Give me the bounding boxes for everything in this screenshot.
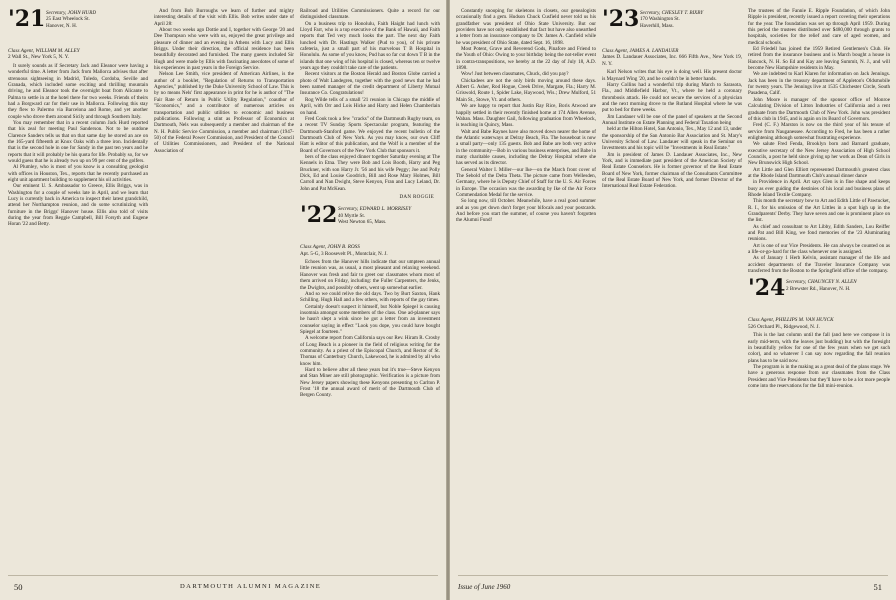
class-1922-agent bbox=[300, 244, 440, 257]
paragraph: Al Plumley, who is most of you know is a consulting geologist with offices in Houston, Tex., reports that he recently purchased an eight unit apartment building to supplement his oil activities. bbox=[8, 164, 148, 183]
paragraph: It surely sounds as if Secretary Jack and Eleanor were having a wonderful time. A letter from Jack from Mallorca advises that after strenuous sightseeing in Madrid, Toledo, Cordoba, Seville and Granada, which included some exciting and thrilling mountain driving, he and Eleanor took the overnight boat from Alicante to Palma to settle in at the hotel there for two weeks. Friends of theirs had a Borgward car for their use in Mallorca. Following this stay they flew to Palermo via Barcelona and Rome, and yet another couple who drove them around Sicily and through Southern Italy. bbox=[8, 62, 148, 120]
class-1921-address-1: 25 East Wheelock St. bbox=[46, 16, 90, 23]
paragraph: Karl Nelson writes that his eye is doing well. His present doctor is Maynard Wing '20, and he couldn't be in better hands. bbox=[602, 69, 742, 82]
right-footer bbox=[450, 580, 896, 594]
paragraph: Recent visitors at the Boston Herald and Boston Globe carried a photo of Walt Landegren, together with the good news that he had been named manager of the credit department of Liberty Mutual Insurance Co. Congratulations! bbox=[300, 71, 440, 97]
issue-date: Issue of June 1960 bbox=[458, 583, 511, 591]
paragraph: And so we could relive the old days. Two by Burt Saxton, Hank Schilling. Hugh Hall and a few others, with reports of the gay times. bbox=[300, 290, 440, 304]
paragraph: Our eminent U. S. Ambassador to Greece, Ellis Briggs, was in Washington for a couple of weeks late in April, and we learn that Lucy is currently back in America to inspect their latest grandchild, attend her Northampton reunion, and do some scrutinizing with furniture in the Briggs' Hanover house. Ellis also told of visits during the year from Reggie Campbell, Bill Forsyth and Eugene Horan '22 and Betty. bbox=[8, 183, 148, 228]
footer-rule bbox=[458, 575, 888, 576]
left-footer bbox=[0, 580, 446, 594]
magazine-title: DARTMOUTH ALUMNI MAGAZINE bbox=[180, 583, 322, 590]
paragraph: This is the last column until the fall (and here we compose it in early mid-term, with the leaves just budding) but with the foresight in beautifully yellow for one of the few years when we get such color), and so whatever I can say now regarding the fall reunion plans has to be said now. bbox=[748, 332, 890, 364]
right-page bbox=[450, 0, 896, 600]
class-1923-address-2: Haverhill, Mass. bbox=[640, 22, 674, 29]
page-number-right: 51 bbox=[873, 582, 882, 592]
class-1924-header bbox=[748, 277, 890, 313]
paragraph: Jim is president of James D. Landauer Associates, Inc., New York, and is immediate past president of the American Society of Real Estate Counselors. He is former governor of the Real Estate Board of New York, former chairman of the Consultants Committee of the Real Estate Board of New York, and former Director of the International Real Estate Federation. bbox=[602, 151, 742, 190]
signature: DAN ROGGIE bbox=[399, 193, 434, 200]
class-1921-secretary: Secretary, JOHN HURD bbox=[46, 10, 97, 16]
footer-rule bbox=[8, 575, 438, 576]
class-1924-agent-address: 526 Orchard Pl., Ridgewood, N. J. bbox=[748, 323, 820, 330]
left-page bbox=[0, 0, 446, 600]
class-year-1923: '23 bbox=[602, 8, 640, 32]
class-1922-info bbox=[338, 206, 440, 225]
class-1921-header bbox=[8, 8, 148, 44]
paragraph: The program is in the making as a great deal of the plans stage. We have a generous response from our classmates from the Class President and Vice Presidents but they'll have to be a lot more people come into the reservations for the fall mini-reunion. bbox=[748, 363, 890, 389]
paragraph: Rog Wilde tells of a small '21 reunion in Chicago the middle of April, with Orr and Lois Hicke and Harry and Helen Chamberlain on hand. bbox=[300, 96, 440, 116]
paragraph: And from Bob Burroughs we learn of further and mighty interesting details of the visit with Ellis. Bob writes under date of April 28: bbox=[154, 8, 294, 27]
paragraph: Wow! Just between classmates, Chuck, did you pay? bbox=[461, 71, 569, 78]
paragraph: Constantly snooping for skeletons in closets, our genealogists occasionally find a gem. Hudson Chuck Cusfield never told us his grandfather was president of Ohio State University. But our providers have not only established that fact but have also unearthed a letter from an insurance company to Dr. James A. Canfield while he was president of Ohio State, dated Sept. 16, 1898. bbox=[456, 8, 596, 46]
paragraph: The trustees of the Fannie E. Ripple Foundation, of which John Ripple is president, recently issued a report covering their operations for the year. The foundation was set up through April 1959. During this period the trustees distributed over $480,000 through grants to hospitals, societies for the relief and care of aged women, and medical schools. bbox=[748, 8, 890, 46]
class-1921-agent-address: 2 Wall St., New York 5, N. Y. bbox=[8, 54, 70, 61]
paragraph: So long now, till October. Meanwhile, have a real good summer and as you get down don't forget your bifocals and your postcards. And before you start the summer, of course you haven't forgotten the Alumni Fund! bbox=[456, 198, 596, 224]
class-1922-agent-address: Apt. 5-G, 3 Roosevelt Pl., Montclair, N. J. bbox=[300, 250, 388, 257]
class-1922-header bbox=[300, 204, 440, 240]
paragraph: About two weeks ago Dottie and I, together with George '20 and Dee Thompson who were with us, enjoyed the great privilege and pleasure of dinner and an evening in Athens with Lucy and Ellis Briggs. Under their direction, the official residence has been beautifully decorated and furnished. The many guests included Sir Hugh and were made by Ellis with fascinating anecdotes of some of his experiences in past years in the Foreign Service. bbox=[154, 27, 294, 72]
class-1924-agent bbox=[748, 317, 890, 330]
paragraph: in Providence in April. Art says Glen is in fine shape and keeps busy as ever guiding the destinies of his local and business plans of Rhode Island Textile Company. bbox=[748, 179, 890, 198]
class-1922-address-1: 40 Myrtle St. bbox=[338, 212, 366, 219]
paragraph: held at the Hilton Hotel, San Antonio, Tex., May 12 and 13, under the sponsorship of the San Antonio Bar Association and St. Mary's University School of Law. Landauer will speak in the Seminar on Investments and his topic will be "Investments in Real Estate." bbox=[602, 126, 742, 152]
left-column-1 bbox=[8, 8, 148, 570]
paragraph: Most Potent, Grave and Reverend Gods, Pinafore and Friend to the Youth of Ohio: Owing to your birthday being the not-teller event in contra-transpositions, we hereby at the 22 day of July 18, A.D. 1898. bbox=[456, 46, 596, 72]
paragraph: Railroad and Utilities Commissioners. Quite a record for our distinguished classmate. bbox=[300, 8, 440, 21]
class-1922-address-2: West Newton 65, Mass. bbox=[338, 219, 387, 226]
paragraph: You may remember that in a recent column Jack Hurd reported that his zeal for meeting Paul Sanderson. Not to be outdone Clarence Sanders tells us that on that same day he stored an ace on the 165-yard fifteenth at Knox Oaks with a three iron. Incidentally that is the second hole in one for Sandy in the past ten years and he reports that it will probably be his quota for life. Probably so, for we would guess that he is already two up on 99 per cent of the golfers. bbox=[8, 119, 148, 164]
paragraph: Fred (C. F.) Marston is now on the third year of his tenure of service from Nauganessee. According to Fred, he has been a rather enlightening although somewhat frustrating experience. bbox=[748, 122, 890, 141]
paragraph: As chief and consultant to Art Libby, Edith Sanders, Lou Reiffer and Pat and Bill King, we fond memories of the '23 Aluminating reunions. bbox=[748, 223, 890, 243]
class-1924-address-1: 2 Brewster Rd., Hanover, N. H. bbox=[786, 285, 851, 292]
paragraph: Fred Cook took a few "cracks" of the Dartmouth Rugby team, on a recent TV Sunday Sports Spectacular program, featuring the Dartmouth-Stanford game. We enjoyed the recent bulletin of the Dartmouth Club of New York. As you may know, our own Cliff Hatt is editor of this publication, and the Wolf is a member of the Board of Governors of the New York Club that sponsors it. bbox=[300, 115, 440, 154]
paragraph: General Walter I. Miller—our Ike—on the March front cover of The Sebold of the Delta Theta. The picture came from Wellesden, Germany, where he is Deputy Chief of Staff for the U. S. Air Forces in Europe. The occasion was the awarding by Ike of the Air Force Commendation Medal for the service. bbox=[456, 166, 596, 198]
paragraph: A welcome report from California says our Rev. Hiram R. Crosby of Long Beach is a pioneer in the field of religious writing for the community. As a priest of the Episcopal Church, and Rector of St. Thomas of Canterbury Church, Lakewood, he is admired by all who know him. bbox=[300, 335, 440, 367]
left-column-3 bbox=[300, 8, 440, 570]
class-1923-header bbox=[602, 8, 742, 44]
page-number-left: 50 bbox=[14, 582, 23, 592]
paragraph: bers of the class enjoyed dinner together Saturday evening at The Kennels in Etna. They were Bob and Lois Booth, Harry and Peg Bruckner, with son Harry Jr. '56 and his wife Peggy; Joe and Polly Dick, Ed and Louise Goodrich, Bill and Rose Mary Holmes, Bill Carroll and Nan Dwight, Steve Kenyon, Fran and Lucy Leland, Dr. John and Pat McKean. bbox=[300, 153, 440, 192]
paragraph: Echoes from the Hanover hills indicate that our umpteen annual little reunion was, as usual, a most pleasant and relaxing weekend. Hanover was fresh and fair to greet our classmates whom most of them arrived on Friday, including: the Fuller Carpenters, the Jenks, the Dwights, and possibly others, went up somewhat earlier. bbox=[300, 259, 440, 291]
paragraph: Certainly doesn't suspect it himself, but Noble Spiegel is causing insomnia amongst some members of the class. One ad-planner says he hasn't slept a wink since he got a letter from an investment counselor saying in effect "Look you dope, you could have bought Spiegel at fourteen." bbox=[300, 303, 440, 335]
paragraph: We are indebted to Karl Klaren for information on Jack Jennings. Jack has been in the treasury department of Appleton's Oldsmobile for twenty years. The Jennings live at 1535 Chichester Circle, South Pasadena, Calif. bbox=[748, 71, 890, 97]
paragraph: We are happy to report that Justin Ray Rice, Boris Atwood are happily settled in their recently finished home at 174 Allen Avenue, Waban. Mass. Daughter Gail, following graduation from Wheelock, is teaching in Quincy, Mass. bbox=[456, 103, 596, 129]
class-1923-address-1: 170 Washington St. bbox=[640, 16, 680, 23]
class-1921-info bbox=[46, 10, 148, 29]
paragraph: Harry Collins had a wonderful trip during March to Sarasota, Fla., and Middlefield Harbor, Vt., where he held a coronary thrombosis attack. He could not secure the services of a physician and the next morning drove to the Rutland Hospital where he was put to bed for three weeks. bbox=[602, 81, 742, 114]
class-year-1922: '22 bbox=[300, 202, 338, 229]
class-1921-agent-name: Class Agent, WILLIAM M. ALLEY bbox=[8, 48, 80, 54]
class-1923-info bbox=[640, 10, 742, 29]
paragraph: On a business trip to Honolulu, Faith Haight had lunch with Lloyd Farr, who is a top executive of the Bank of Hawaii, and Faith reports that Ted very much looks the part. The next day Faith lunched with Dr. Hastings Walker (Pud to you), of his private cafeteria, just a small part of his marvelous T B Hospital in Honolulu. As some of you know, Pud has so far cut down T B in the islands that one wing of his hospital is closed, whereas ten or twelve years ago they couldn't take care of the patients. bbox=[300, 20, 440, 72]
class-1923-agent-name: Class Agent, JAMES A. LANDAUER bbox=[602, 48, 679, 54]
class-1924-agent-name: Class Agent, PHILLIPS M. VAN HUYCK bbox=[748, 317, 834, 324]
paragraph: Art is one of our Vice Presidents. He can always be counted on as a life-or-go-hard for the class whenever one is assigned. bbox=[748, 242, 890, 256]
right-column-2 bbox=[602, 8, 742, 570]
paragraph: Hard to believe after all these years but it's true—Steve Kenyon and Stan Miner are still photographic. Verification is a picture from New Jersey papers showing these Kenyons presenting to Carlton P. Frost '18 the annual award of merit of the Dartmouth Club of Bergen County. bbox=[300, 366, 440, 399]
paragraph: We salute Fred Fenda, Brooklyn born and Barnard graduate, executive secretary of the New Jersey Association of High School Councils, a post he held since giving up her work as Dean of Girls in New Brunswick High School. bbox=[748, 141, 890, 167]
class-year-1924: '24 bbox=[748, 275, 786, 302]
class-1924-info bbox=[786, 279, 890, 292]
paragraph: Nelson Lee Smith, vice president of American Airlines, is the author of a booklet, "Regulation of Returns to Transportation Agencies," published by the Duke University School of Law. This is by no means Nels' first appearance in print for he is author of "The Fair Rate of Return in Public Utility Regulation," coauthor of "Economics," and a contributor of numerous articles on transportation and public utilities to economic and business publications. Following a stint as Professor of Economics at Dartmouth, Nels was subsequently a member and chairman of the N. H. Public Service Commission, a member and chairman (1947-50) of the Federal Power Commission, and President of the Council of Utilities Commissioners, and President of the National Association of bbox=[154, 71, 294, 154]
paragraph: As of January 1 Herb Kelvin, assistant manager of the life and accident departments of the Traveler Insurance Company was transferred from the Boston to the Springfield office of the company. bbox=[748, 255, 890, 275]
class-1923-agent bbox=[602, 48, 742, 67]
right-column-3 bbox=[748, 8, 890, 570]
class-1922-secretary: Secretary, EDWARD L. MORRISEY bbox=[338, 206, 412, 213]
class-1922-agent-name: Class Agent, JOHN B. ROSS bbox=[300, 244, 360, 251]
paragraph: Walt and Babe Raynes have also moved down nearer the home of the Atlantic waterways at Delray Beach, Fla. The houseboat is now a small party—only 135 guests. Bob and Babe are both very active in the community—Bob in various business enterprises, and Babe in many charitable causes, including the Delray Hospital where she has served as its director. bbox=[456, 128, 596, 167]
left-column-2 bbox=[154, 8, 294, 570]
paragraph: Ed Friedell has joined the 1959 Retired Gentlemen's Club. He retired from the insurance business and is March bought a house in Hancock, N. H. So Ed and Kay are leaving Summit, N. J., and will become New Hampshire residents in May. bbox=[748, 46, 890, 72]
class-year-1921: '21 bbox=[8, 8, 46, 32]
right-column-1 bbox=[456, 8, 596, 570]
paragraph: This month the secretary bow to Art and Edith Little of Pawtucket, R. I., for his omission of the Art Littles in a spot high up in the Grandparents' Derby. They have seven and one is prominent place on the list. bbox=[748, 198, 890, 224]
class-1924-secretary: Secretary, CHAUNCEY N. ALLEN bbox=[786, 279, 857, 286]
class-1921-agent bbox=[8, 48, 148, 61]
class-1923-secretary: Secretary, CHESLEY T. BIXBY bbox=[640, 10, 704, 16]
paragraph: John Moore is manager of the sponsor office of Monroe Calculating Division of Litton Industries of California and a rent graduate from the Dartmouth Club of New York. John was president of this club in 1945, and is again on its Board of Governors. bbox=[748, 96, 890, 122]
paragraph: Art Little and Glen Elliott represented Dartmouth's greatest class at the Rhode Island Dartmouth Club's annual dinner dance bbox=[748, 166, 890, 179]
class-1923-agent-address: James D. Landauer Associates, Inc. 666 Fifth Ave., New York 19, N. Y. bbox=[602, 54, 742, 67]
paragraph: Jim Landauer will be one of the panel of speakers at the Second Annual Institute on Estate Planning and Federal Taxation being bbox=[602, 113, 742, 126]
class-1921-address-2: Hanover, N. H. bbox=[46, 22, 78, 29]
paragraph: Chickadees are not the only birds moving around these days. Albert G. Asher, Rod Hogue, Creek Drive, Margate, Fla.; Harry M. Griswold, Route 1, Spider Lake, Haywood, Wis.; Drew Mulford, 51 Main St., Stowe, Vt. and others. bbox=[456, 77, 596, 103]
